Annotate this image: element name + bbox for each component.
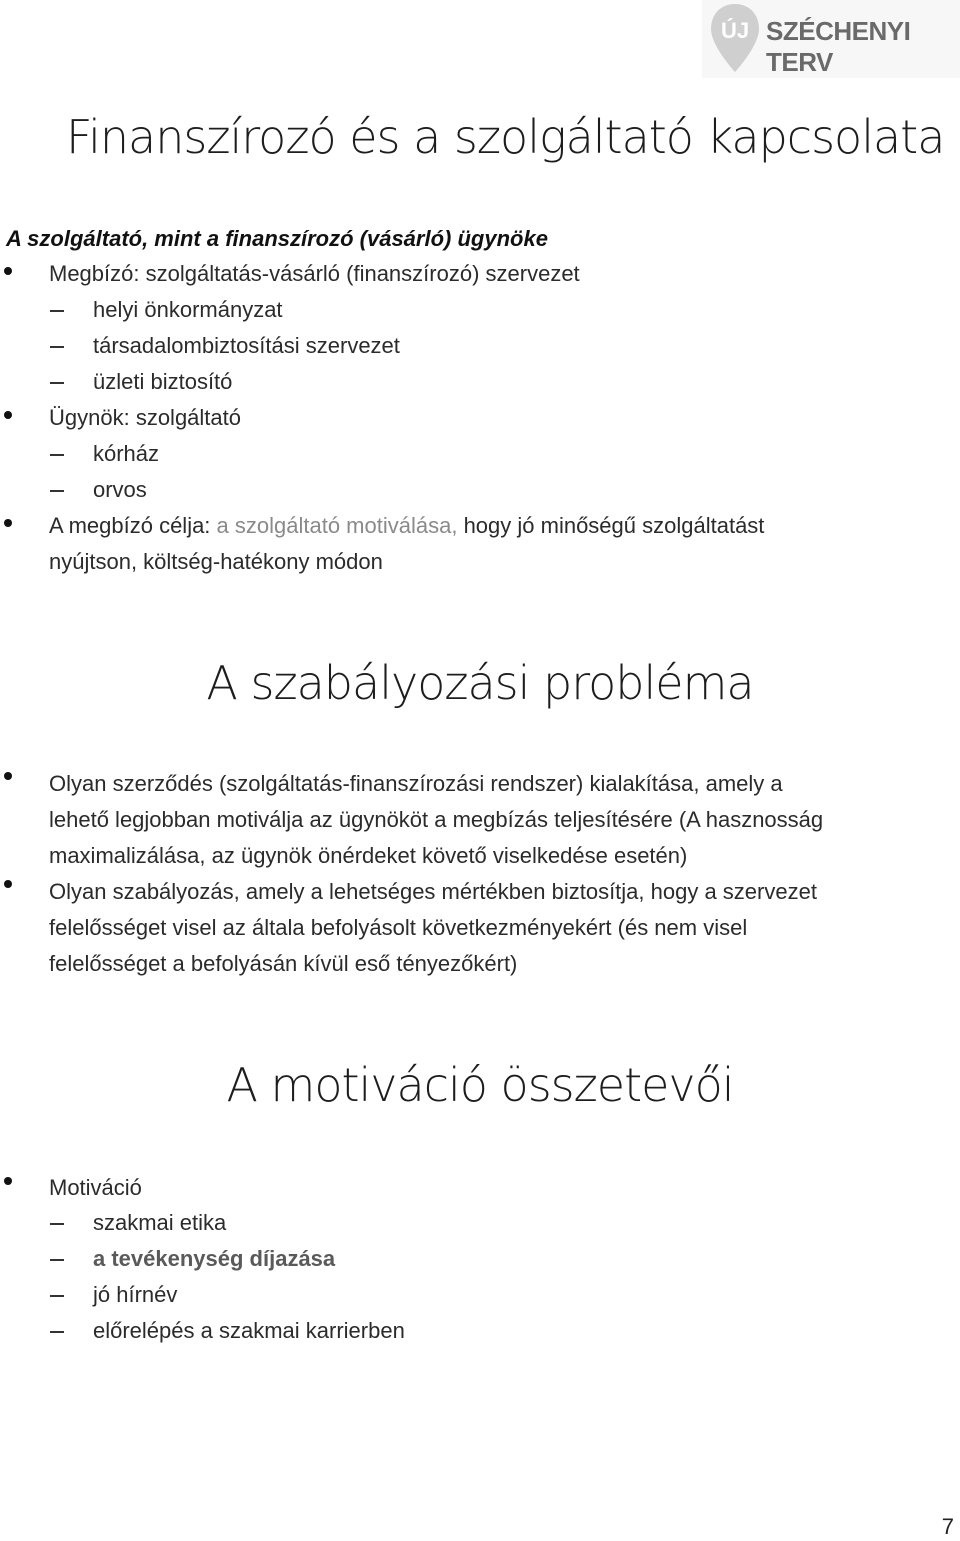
sub-item: előrelépés a szakmai karrierben (93, 1318, 405, 1343)
sub-item: szakmai etika (93, 1210, 227, 1235)
szechenyi-terv-logo (702, 0, 960, 78)
goal-text-line2: nyújtson, költség-hatékony módon (49, 549, 383, 574)
bullet-icon (4, 519, 12, 527)
section-heading-motivation: A motiváció összetevői (226, 1058, 734, 1112)
dash-icon (50, 346, 64, 348)
dash-icon (50, 1331, 64, 1333)
page-title: Finanszírozó és a szolgáltató kapcsolata (66, 110, 945, 164)
bullet-agent: Ügynök: szolgáltató (49, 405, 241, 430)
dash-icon (50, 454, 64, 456)
section1-lead: A szolgáltató, mint a finanszírozó (vásárló) ügynöke (6, 226, 548, 251)
section-heading-regulation: A szabályozási probléma (206, 656, 754, 710)
sub-item: orvos (93, 477, 147, 502)
logo-text: SZÉCHENYI TERV (766, 16, 911, 77)
paragraph-line: Olyan szabályozás, amely a lehetséges mértékben biztosítja, hogy a szervezet (49, 879, 817, 904)
bullet-icon (4, 772, 12, 780)
logo-badge: ÚJ (720, 18, 750, 43)
map-pin-icon (708, 2, 762, 74)
page-number: 7 (941, 1514, 954, 1539)
dash-icon (50, 310, 64, 312)
dash-icon (50, 490, 64, 492)
paragraph-line: felelősséget a befolyásán kívül eső tényezőkért) (49, 951, 518, 976)
sub-item: a tevékenység díjazása (93, 1246, 336, 1271)
dash-icon (50, 1259, 64, 1261)
goal-text-highlight: a szolgáltató motiválása, (216, 513, 458, 538)
bullet-motivation: Motiváció (49, 1175, 142, 1200)
dash-icon (50, 1223, 64, 1225)
paragraph-line: felelősséget visel az általa befolyásolt következményekért (és nem visel (49, 915, 748, 940)
paragraph-line: maximalizálása, az ügynök önérdeket követő viselkedése esetén) (49, 843, 688, 868)
sub-item: jó hírnév (93, 1282, 178, 1307)
bullet-icon (4, 267, 12, 275)
sub-item: társadalombiztosítási szervezet (93, 333, 400, 358)
sub-item: üzleti biztosító (93, 369, 233, 394)
bullet-goal (49, 508, 764, 544)
goal-text-a: A megbízó célja: (49, 513, 217, 538)
sub-item: kórház (93, 441, 160, 466)
dash-icon (50, 1295, 64, 1297)
bullet-icon (4, 880, 12, 888)
bullet-icon (4, 411, 12, 419)
sub-item: helyi önkormányzat (93, 297, 283, 322)
dash-icon (50, 382, 64, 384)
goal-text-c: hogy jó minőségű szolgáltatást (457, 513, 765, 538)
bullet-icon (4, 1177, 12, 1185)
paragraph-line: Olyan szerződés (szolgáltatás-finanszírozási rendszer) kialakítása, amely a (49, 771, 783, 796)
paragraph-line: lehető legjobban motiválja az ügynököt a megbízás teljesítésére (A hasznosság (49, 807, 824, 832)
bullet-principal: Megbízó: szolgáltatás-vásárló (finanszírozó) szervezet (49, 261, 580, 286)
